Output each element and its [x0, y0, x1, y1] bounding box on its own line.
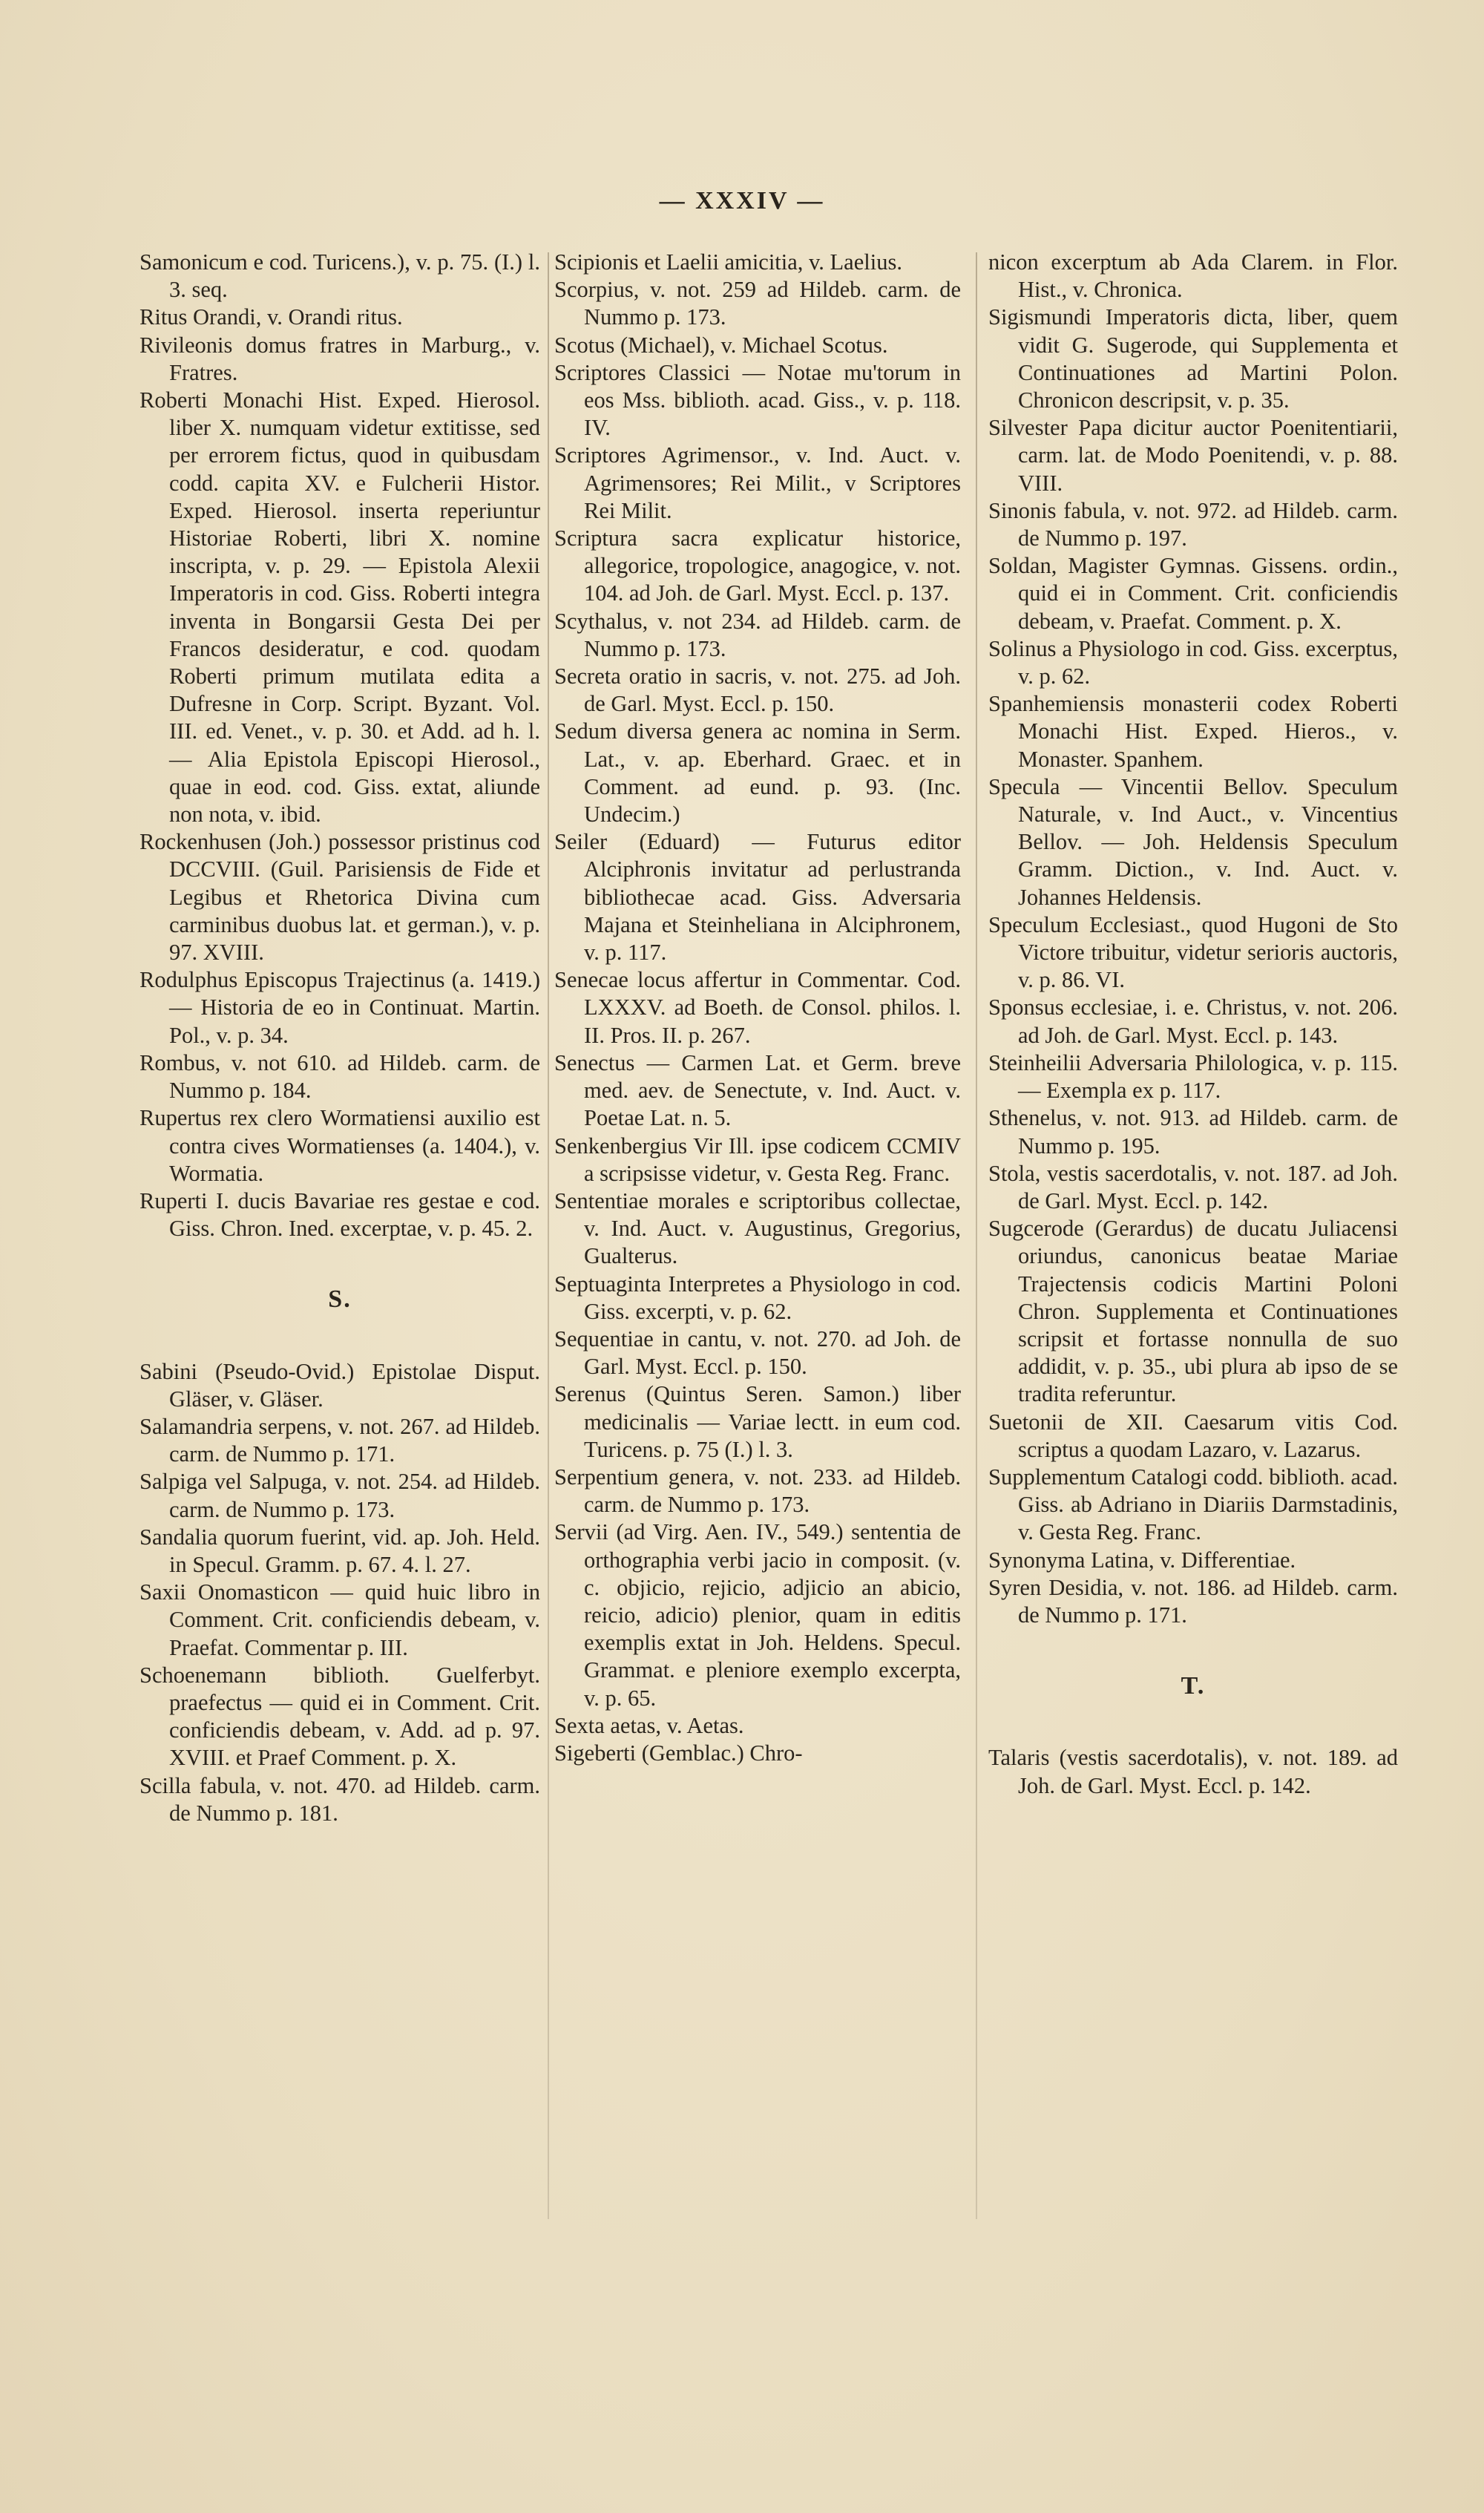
- index-entry: Sententiae morales e scriptoribus collectae, v. Ind. Auct. v. Augustinus, Gregorius, Gualterus.: [554, 1187, 961, 1269]
- index-entry: Sabini (Pseudo-Ovid.) Epistolae Disput. Gläser, v. Gläser.: [139, 1358, 540, 1412]
- section-letter: T.: [1181, 1672, 1206, 1700]
- index-entry: Senecae locus affertur in Commentar. Cod. LXXXV. ad Boeth. de Consol. philos. l. II. Pros. II. p. 267.: [554, 967, 961, 1048]
- index-entry: Sthenelus, v. not. 913. ad Hildeb. carm. de Nummo p. 195.: [988, 1105, 1398, 1159]
- index-entry: Rupertus rex clero Wormatiensi auxilio est contra cives Wormatienses (a. 1404.), v. Wormatia.: [139, 1105, 540, 1186]
- column-divider: [976, 252, 977, 2219]
- index-entry: Scriptores Classici — Notae mu'torum in eos Mss. biblioth. acad. Giss., v. p. 118. IV.: [554, 359, 961, 441]
- index-entry: Scriptura sacra explicatur historice, allegorice, tropologice, anagogice, v. not. 104. ad Joh. de Garl. Myst. Eccl. p. 137.: [554, 525, 961, 606]
- page-number: — XXXIV —: [659, 187, 825, 214]
- index-entry: Sequentiae in cantu, v. not. 270. ad Joh. de Garl. Myst. Eccl. p. 150.: [554, 1326, 961, 1380]
- index-entry: Talaris (vestis sacerdotalis), v. not. 189. ad Joh. de Garl. Myst. Eccl. p. 142.: [988, 1745, 1398, 1798]
- index-entry: Septuaginta Interpretes a Physiologo in cod. Giss. excerpti, v. p. 62.: [554, 1271, 961, 1324]
- index-entry: Specula — Vincentii Bellov. Speculum Naturale, v. Ind Auct., v. Vincentius Bellov. — Joh. Heldensis Speculum Gramm. Diction., v. Ind. Auct. v. Johannes Heldensis.: [988, 773, 1398, 910]
- index-entry: Spanhemiensis monasterii codex Roberti Monachi Hist. Exped. Hieros., v. Monaster. Spanhem.: [988, 691, 1398, 772]
- index-entry: Scythalus, v. not 234. ad Hildeb. carm. de Nummo p. 173.: [554, 608, 961, 661]
- middle-column: [554, 249, 961, 1767]
- index-entry: Ritus Orandi, v. Orandi ritus.: [139, 304, 403, 330]
- index-entry: Silvester Papa dicitur auctor Poenitentiarii, carm. lat. de Modo Poenitendi, v. p. 88. VIII.: [988, 415, 1398, 496]
- index-entry: Senkenbergius Vir Ill. ipse codicem CCMIV a scripsisse videtur, v. Gesta Reg. Franc.: [554, 1133, 961, 1186]
- right-column: [988, 249, 1398, 1800]
- index-entry: Speculum Ecclesiast., quod Hugoni de Sto Victore tribuitur, videtur serioris auctoris, v. p. 86. VI.: [988, 911, 1398, 993]
- section-letter: S.: [328, 1285, 352, 1314]
- index-entry: Secreta oratio in sacris, v. not. 275. ad Joh. de Garl. Myst. Eccl. p. 150.: [554, 664, 961, 717]
- index-entry: Samonicum e cod. Turicens.), v. p. 75. (I.) l. 3. seq.: [139, 249, 540, 303]
- index-entry: Rodulphus Episcopus Trajectinus (a. 1419.) — Historia de eo in Continuat. Martin. Pol., v. p. 34.: [139, 967, 540, 1048]
- index-entry: Synonyma Latina, v. Differentiae.: [988, 1547, 1296, 1573]
- index-entry: Serenus (Quintus Seren. Samon.) liber medicinalis — Variae lectt. in eum cod. Turicens. p. 75 (I.) l. 3.: [554, 1381, 961, 1462]
- index-entry: Rombus, v. not 610. ad Hildeb. carm. de Nummo p. 184.: [139, 1049, 540, 1104]
- index-entry: nicon excerptum ab Ada Clarem. in Flor. Hist., v. Chronica.: [988, 249, 1398, 303]
- index-entry: Seiler (Eduard) — Futurus editor Alciphronis invitatur ad perlustranda bibliothecae acad. Giss. Adversaria Majana et Steinheliana in Alciphronem, v. p. 117.: [554, 829, 961, 966]
- index-entry: Rivileonis domus fratres in Marburg., v. Fratres.: [139, 332, 540, 385]
- index-entry: Steinheilii Adversaria Philologica, v. p. 115. — Exempla ex p. 117.: [988, 1049, 1398, 1104]
- index-entry: Scriptores Agrimensor., v. Ind. Auct. v. Agrimensores; Rei Milit., v Scriptores Rei Milit.: [554, 442, 961, 523]
- index-entry: Roberti Monachi Hist. Exped. Hierosol. liber X. numquam videtur extitisse, sed per errorem fictus, quod in quibusdam codd. capita XV. e Fulcherii Histor. Exped. Hierosol. inserta reperiuntur Historiae Roberti, libri X. nomine inscripta, v. p. 29. — Epistola Alexii Imperatoris in cod. Giss. Roberti integra inventa in Bongarsii Gesta Dei per Francos desideratur, e cod. quodam Roberti primum mutilata edita a Dufresne in Corp. Script. Byzant. Vol. III. ed. Venet., v. p. 30. et Add. ad h. l. — Alia Epistola Episcopi Hierosol., quae in eod. cod. Giss. extat, aliunde non nota, v. ibid.: [139, 387, 540, 828]
- index-entry: Salpiga vel Salpuga, v. not. 254. ad Hildeb. carm. de Nummo p. 173.: [139, 1469, 540, 1522]
- index-entry: Senectus — Carmen Lat. et Germ. breve med. aev. de Senectute, v. Ind. Auct. v. Poetae Lat. n. 5.: [554, 1049, 961, 1131]
- index-entry: Saxii Onomasticon — quid huic libro in Comment. Crit. conficiendis debeam, v. Praefat. Commentar p. III.: [139, 1579, 540, 1660]
- index-entry: Sandalia quorum fuerint, vid. ap. Joh. Held. in Specul. Gramm. p. 67. 4. l. 27.: [139, 1524, 540, 1577]
- index-entry: Scipionis et Laelii amicitia, v. Laelius.: [554, 249, 902, 275]
- index-entry: Solinus a Physiologo in cod. Giss. excerptus, v. p. 62.: [988, 635, 1398, 689]
- index-entry: Stola, vestis sacerdotalis, v. not. 187. ad Joh. de Garl. Myst. Eccl. p. 142.: [988, 1160, 1398, 1213]
- column-divider: [548, 252, 549, 2219]
- index-entry: Sponsus ecclesiae, i. e. Christus, v. not. 206. ad Joh. de Garl. Myst. Eccl. p. 143.: [988, 995, 1398, 1048]
- index-entry: Sedum diversa genera ac nomina in Serm. Lat., v. ap. Eberhard. Graec. et in Comment. ad eund. p. 93. (Inc. Undecim.): [554, 718, 961, 828]
- index-entry: Servii (ad Virg. Aen. IV., 549.) sententia de orthographia verbi jacio in composit. (v. c. objicio, rejicio, adjicio an abicio, reicio, adicio) plenior, quam in editis exemplis extat in Joh. Heldens. Specul. Grammat. e pleniore exemplo excerpta, v. p. 65.: [554, 1519, 961, 1711]
- index-entry: Sugcerode (Gerardus) de ducatu Juliacensi oriundus, canonicus beatae Mariae Trajectensis codicis Martini Poloni Chron. Supplementa et Continuationes scripsit et fortasse nonnulla de suo addidit, v. p. 35., ubi plura ab ipso de se tradita referuntur.: [988, 1216, 1398, 1407]
- index-entry: Rockenhusen (Joh.) possessor pristinus cod DCCVIII. (Guil. Parisiensis de Fide et Legibus et Rhetorica Divina cum carminibus duobus lat. et german.), v. p. 97. XVIII.: [139, 829, 540, 966]
- index-entry: Sigeberti (Gemblac.) Chro-: [554, 1740, 803, 1766]
- index-entry: Scilla fabula, v. not. 470. ad Hildeb. carm. de Nummo p. 181.: [139, 1772, 540, 1826]
- left-column: [139, 249, 540, 1827]
- index-entry: Schoenemann biblioth. Guelferbyt. praefectus — quid ei in Comment. Crit. conficiendis debeam, v. Add. ad p. 97. XVIII. et Praef Comment. p. X.: [139, 1662, 540, 1771]
- index-entry: Sexta aetas, v. Aetas.: [554, 1712, 744, 1738]
- index-entry: Serpentium genera, v. not. 233. ad Hildeb. carm. de Nummo p. 173.: [554, 1464, 961, 1518]
- index-entry: Supplementum Catalogi codd. biblioth. acad. Giss. ab Adriano in Diariis Darmstadinis, v. Gesta Reg. Franc.: [988, 1464, 1398, 1545]
- index-entry: Scorpius, v. not. 259 ad Hildeb. carm. de Nummo p. 173.: [554, 277, 961, 330]
- index-entry: Ruperti I. ducis Bavariae res gestae e cod. Giss. Chron. Ined. excerptae, v. p. 45. 2.: [139, 1187, 540, 1242]
- index-entry: Sinonis fabula, v. not. 972. ad Hildeb. carm. de Nummo p. 197.: [988, 497, 1398, 551]
- index-entry: Salamandria serpens, v. not. 267. ad Hildeb. carm. de Nummo p. 171.: [139, 1413, 540, 1467]
- index-entry: Suetonii de XII. Caesarum vitis Cod. scriptus a quodam Lazaro, v. Lazarus.: [988, 1409, 1398, 1462]
- index-entry: Syren Desidia, v. not. 186. ad Hildeb. carm. de Nummo p. 171.: [988, 1574, 1398, 1628]
- index-entry: Soldan, Magister Gymnas. Gissens. ordin., quid ei in Comment. Crit. conficiendis debeam, v. Praefat. Comment. p. X.: [988, 553, 1398, 634]
- index-entry: Scotus (Michael), v. Michael Scotus.: [554, 332, 888, 358]
- index-entry: Sigismundi Imperatoris dicta, liber, quem vidit G. Sugerode, qui Supplementa et Continuationes ad Martini Polon. Chronicon descripsit, v. p. 35.: [988, 304, 1398, 413]
